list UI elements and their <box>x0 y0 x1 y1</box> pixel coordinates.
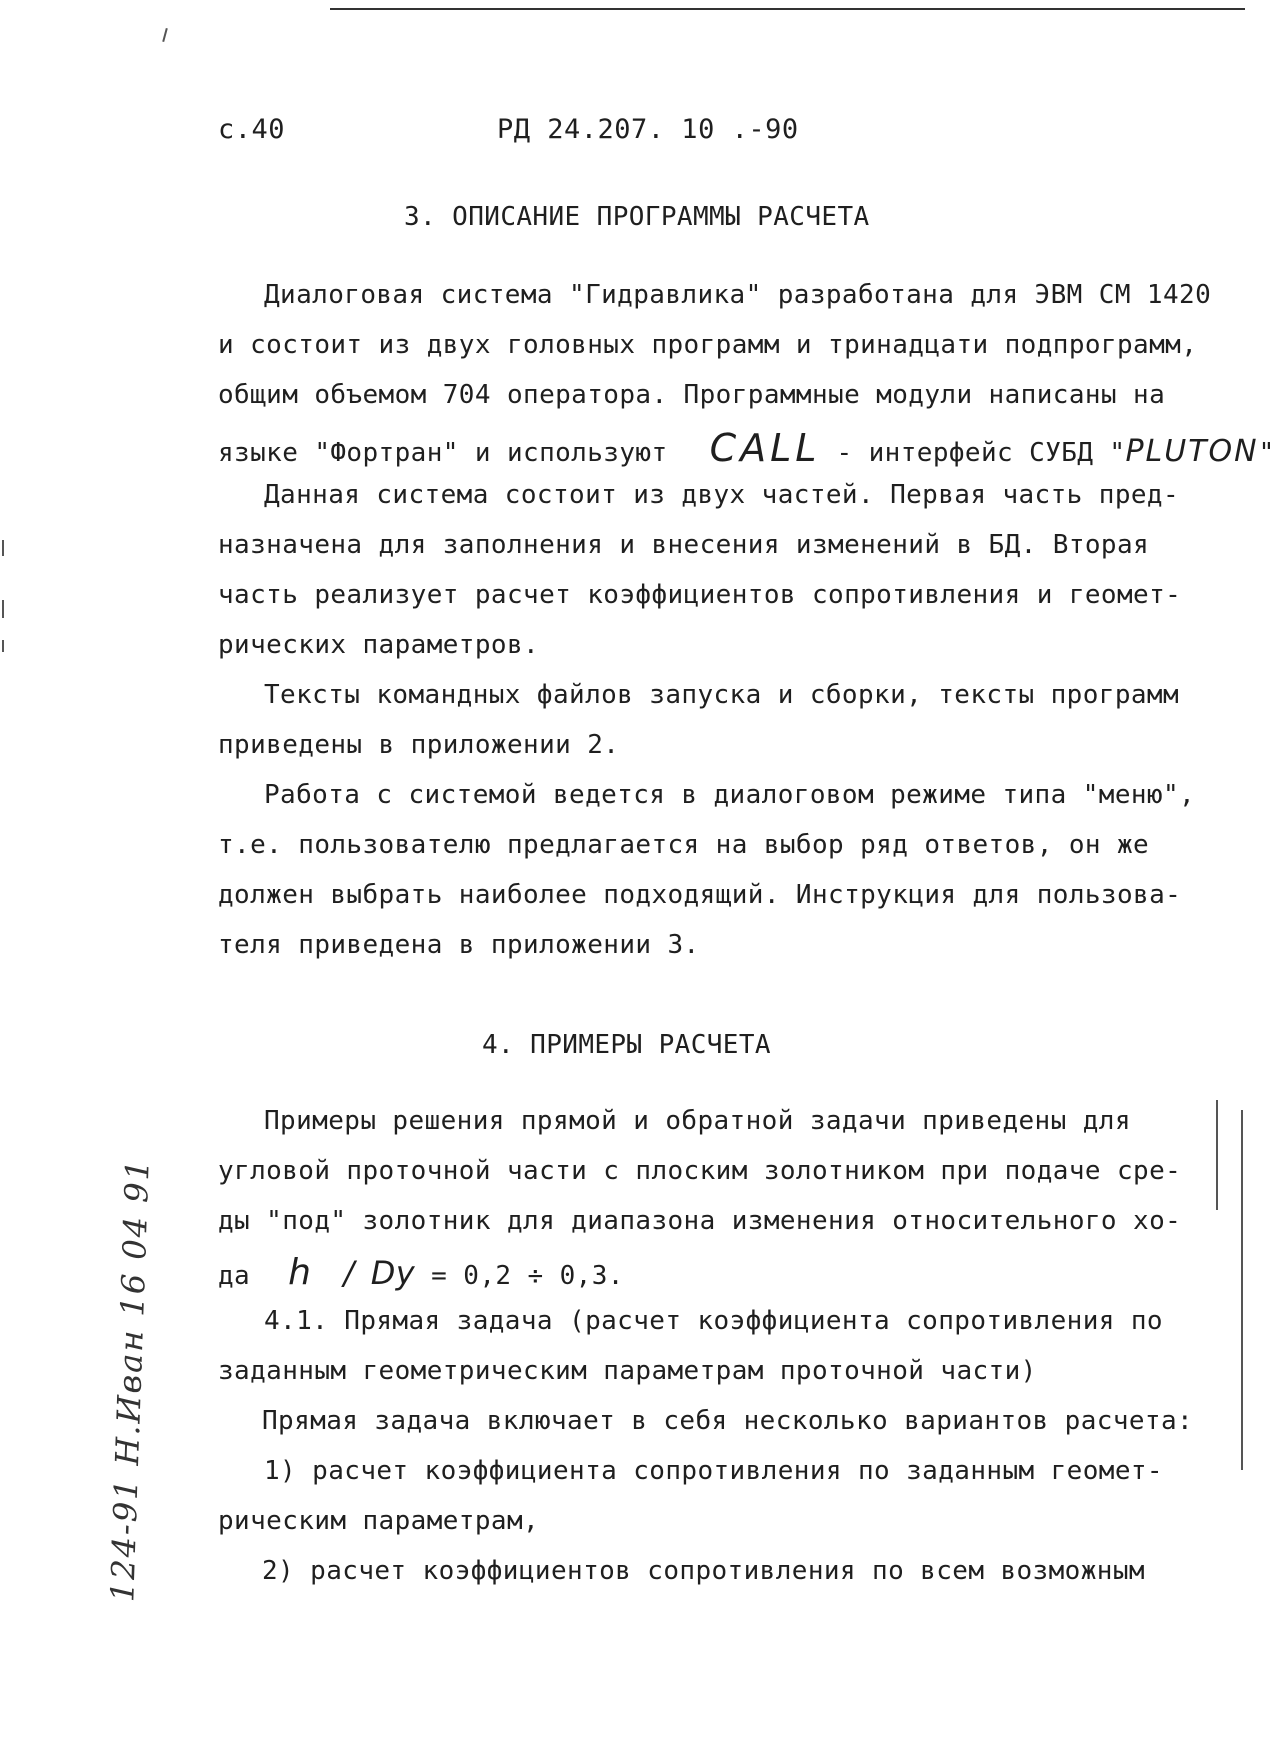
paragraph-line: общим объемом 704 оператора. Программные модули написаны на <box>218 380 1166 410</box>
handwritten-margin-note: 124-91 Н.Иван 16 04 91 <box>103 1157 157 1603</box>
paragraph-line: и состоит из двух головных программ и тринадцати подпрограмм, <box>218 330 1198 360</box>
list-item: рическим параметрам, <box>218 1506 540 1536</box>
paragraph-line: приведены в приложении 2. <box>218 730 620 760</box>
paragraph-line: рических параметров. <box>218 630 540 660</box>
list-item: 2) расчет коэффициентов сопротивления по всем возможным <box>262 1556 1145 1586</box>
handwritten-call: CALL <box>709 426 821 470</box>
document-code: РД 24.207. 10 .-90 <box>497 114 799 145</box>
section-3-heading: 3. ОПИСАНИЕ ПРОГРАММЫ РАСЧЕТА <box>404 202 870 232</box>
paragraph-text: " <box>1258 438 1275 468</box>
paragraph-line: Прямая задача включает в себя несколько вариантов расчета: <box>262 1406 1194 1436</box>
paragraph-line: часть реализует расчет коэффициентов сопротивления и геомет- <box>218 580 1182 610</box>
top-border-line <box>330 8 1245 10</box>
paragraph-line: теля приведена в приложении 3. <box>218 930 700 960</box>
handwritten-pluton: PLUTON <box>1125 434 1259 469</box>
paragraph-line <box>218 426 1275 470</box>
list-item: 1) расчет коэффициента сопротивления по заданным геомет- <box>264 1456 1163 1486</box>
paragraph-line <box>218 1252 624 1293</box>
section-4-heading: 4. ПРИМЕРЫ РАСЧЕТА <box>482 1030 771 1060</box>
scan-mark <box>1216 1100 1218 1210</box>
scan-mark <box>2 540 4 556</box>
paragraph-line: Примеры решения прямой и обратной задачи приведены для <box>264 1106 1131 1136</box>
page-number: с.40 <box>218 114 286 145</box>
paragraph-text: да <box>218 1261 251 1291</box>
paragraph-line: заданным геометрическим параметрам проточной части) <box>218 1356 1037 1386</box>
paragraph-line: Тексты командных файлов запуска и сборки, тексты программ <box>264 680 1180 710</box>
paragraph-line: назначена для заполнения и внесения изменений в БД. Вторая <box>218 530 1150 560</box>
paragraph-text: = 0,2 ÷ 0,3. <box>431 1261 624 1291</box>
paragraph-line: т.е. пользователю предлагается на выбор ряд ответов, он же <box>218 830 1150 860</box>
handwritten-h: h <box>288 1252 312 1293</box>
scan-mark <box>2 640 4 652</box>
handwritten-dy: Dy <box>370 1254 416 1292</box>
scan-mark <box>1241 1110 1243 1470</box>
paragraph-line: Данная система состоит из двух частей. Первая часть пред- <box>264 480 1180 510</box>
paragraph-line: Работа с системой ведется в диалоговом режиме типа "меню", <box>264 780 1196 810</box>
paragraph-line: угловой проточной части с плоским золотником при подаче сре- <box>218 1156 1182 1186</box>
handwritten-slash: / <box>343 1254 355 1292</box>
paragraph-line: должен выбрать наиболее подходящий. Инструкция для пользова- <box>218 880 1182 910</box>
scan-mark <box>2 600 4 618</box>
paragraph-line: 4.1. Прямая задача (расчет коэффициента сопротивления по <box>264 1306 1163 1336</box>
paragraph-text: языке "Фортран" и используют <box>218 438 668 468</box>
scan-mark <box>162 28 168 42</box>
paragraph-line: ды "под" золотник для диапазона изменения относительного хо- <box>218 1206 1182 1236</box>
paragraph-line: Диалоговая система "Гидравлика" разработана для ЭВМ СМ 1420 <box>264 280 1212 310</box>
paragraph-text: - интерфейс СУБД " <box>836 438 1126 468</box>
